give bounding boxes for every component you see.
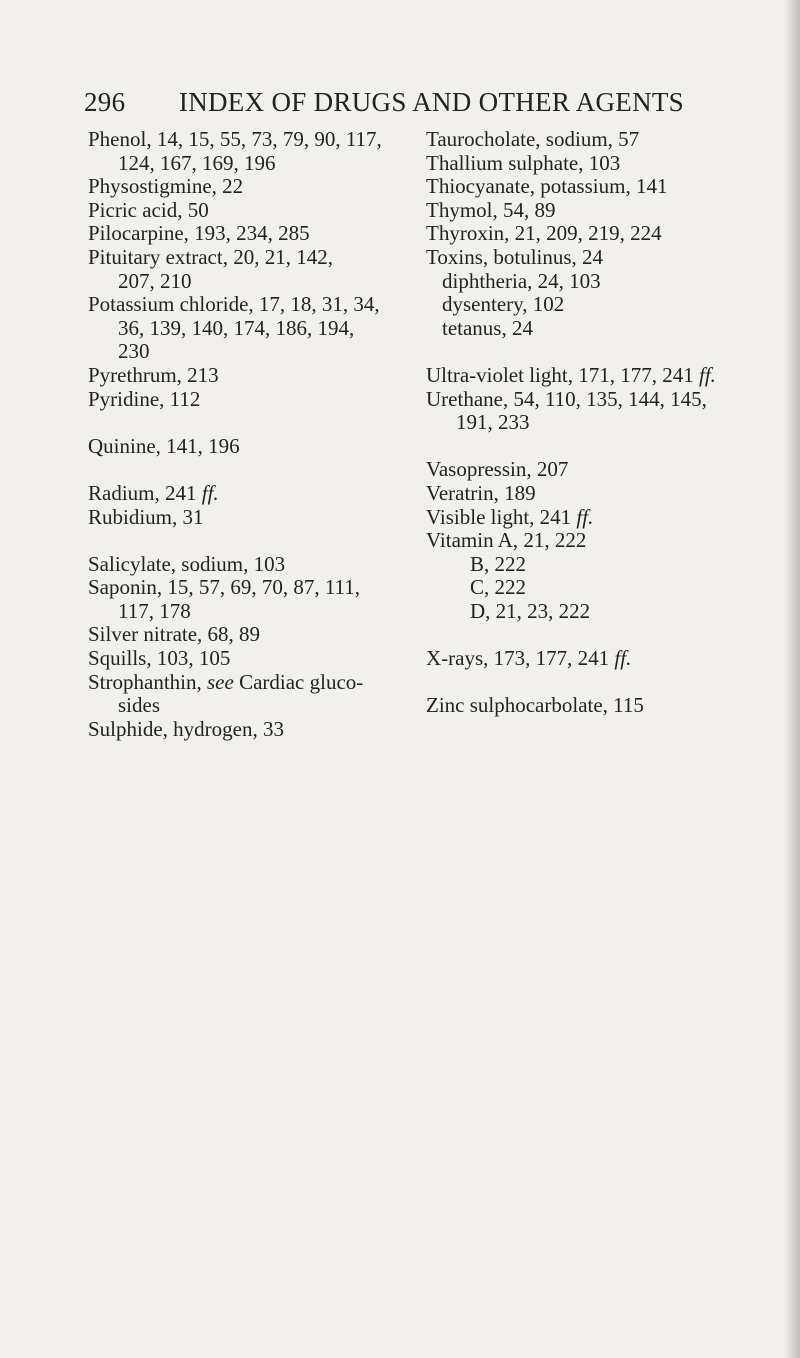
letter-gap <box>426 671 778 695</box>
index-entry-thallium-sulphate: Thallium sulphate, 103 <box>426 150 621 175</box>
index-entry-ultra-violet-light: Ultra-violet light, 171, 177, 241 ff. <box>426 362 716 387</box>
index-column-right <box>426 128 778 718</box>
index-subentry-tetanus: tetanus, 24 <box>442 315 533 340</box>
index-entry-taurocholate: Taurocholate, sodium, 57 <box>426 127 640 151</box>
index-entry-thyroxin: Thyroxin, 21, 209, 219, 224 <box>426 221 662 246</box>
index-entry-pyridine: Pyridine, 112 <box>88 386 201 411</box>
index-entry-zinc-sulphocarbolate: Zinc sulphocarbolate, 115 <box>426 693 644 718</box>
index-subentry-vitamin-c: C, 222 <box>470 575 527 600</box>
letter-gap <box>88 529 408 553</box>
index-entry-vasopressin: Vasopressin, 207 <box>426 457 569 482</box>
index-entry-salicylate: Salicylate, sodium, 103 <box>88 551 286 576</box>
index-entry-thiocyanate: Thiocyanate, potassium, 141 <box>426 174 668 199</box>
index-entry-strophanthin: Strophanthin, see Cardiac gluco- sides <box>88 669 364 718</box>
letter-gap <box>426 435 778 459</box>
letter-gap <box>426 340 778 364</box>
index-entry-rubidium: Rubidium, 31 <box>88 504 204 529</box>
page-edge-shadow <box>784 0 800 1358</box>
index-subentry-dysentery: dysentery, 102 <box>442 292 565 317</box>
index-entry-picric-acid: Picric acid, 50 <box>88 197 209 222</box>
index-entry-toxins: Toxins, botulinus, 24 <box>426 244 604 269</box>
letter-gap <box>426 623 778 647</box>
index-entry-x-rays: X-rays, 173, 177, 241 ff. <box>426 646 632 671</box>
index-entry-potassium-chloride: Potassium chloride, 17, 18, 31, 34, 36, 139, 140, 174, 186, 194, 230 <box>88 292 380 364</box>
index-entry-thymol: Thymol, 54, 89 <box>426 197 556 222</box>
index-subentry-diphtheria: diphtheria, 24, 103 <box>442 268 601 293</box>
index-entry-urethane: Urethane, 54, 110, 135, 144, 145, 191, 233 <box>426 386 707 435</box>
index-column-left <box>88 128 408 741</box>
index-entry-squills: Squills, 103, 105 <box>88 646 231 671</box>
index-entry-pilocarpine: Pilocarpine, 193, 234, 285 <box>88 221 310 246</box>
index-entry-visible-light: Visible light, 241 ff. <box>426 504 594 529</box>
index-entry-pyrethrum: Pyrethrum, 213 <box>88 362 219 387</box>
index-entry-physostigmine: Physostigmine, 22 <box>88 174 244 199</box>
index-entry-pituitary-extract: Pituitary extract, 20, 21, 142, 207, 210 <box>88 244 333 293</box>
letter-gap <box>88 411 408 435</box>
index-entry-silver-nitrate: Silver nitrate, 68, 89 <box>88 622 261 647</box>
index-entry-saponin: Saponin, 15, 57, 69, 70, 87, 111, 117, 178 <box>88 575 361 623</box>
letter-gap <box>88 458 408 482</box>
index-entry-radium: Radium, 241 ff. <box>88 480 219 505</box>
index-entry-veratrin: Veratrin, 189 <box>426 480 536 505</box>
index-subentry-vitamin-d: D, 21, 23, 222 <box>470 598 591 623</box>
running-head <box>84 86 684 118</box>
index-entry-phenol: Phenol, 14, 15, 55, 73, 79, 90, 117, 124, 167, 169, 196 <box>88 127 382 175</box>
index-entry-sulphide: Sulphide, hydrogen, 33 <box>88 716 284 741</box>
index-entry-quinine: Quinine, 141, 196 <box>88 433 240 458</box>
page-number: 296 <box>84 87 126 117</box>
index-entry-vitamin: Vitamin A, 21, 222 <box>426 528 587 553</box>
index-subentry-vitamin-b: B, 222 <box>470 551 527 576</box>
page-title: INDEX OF DRUGS AND OTHER AGENTS <box>178 87 684 117</box>
